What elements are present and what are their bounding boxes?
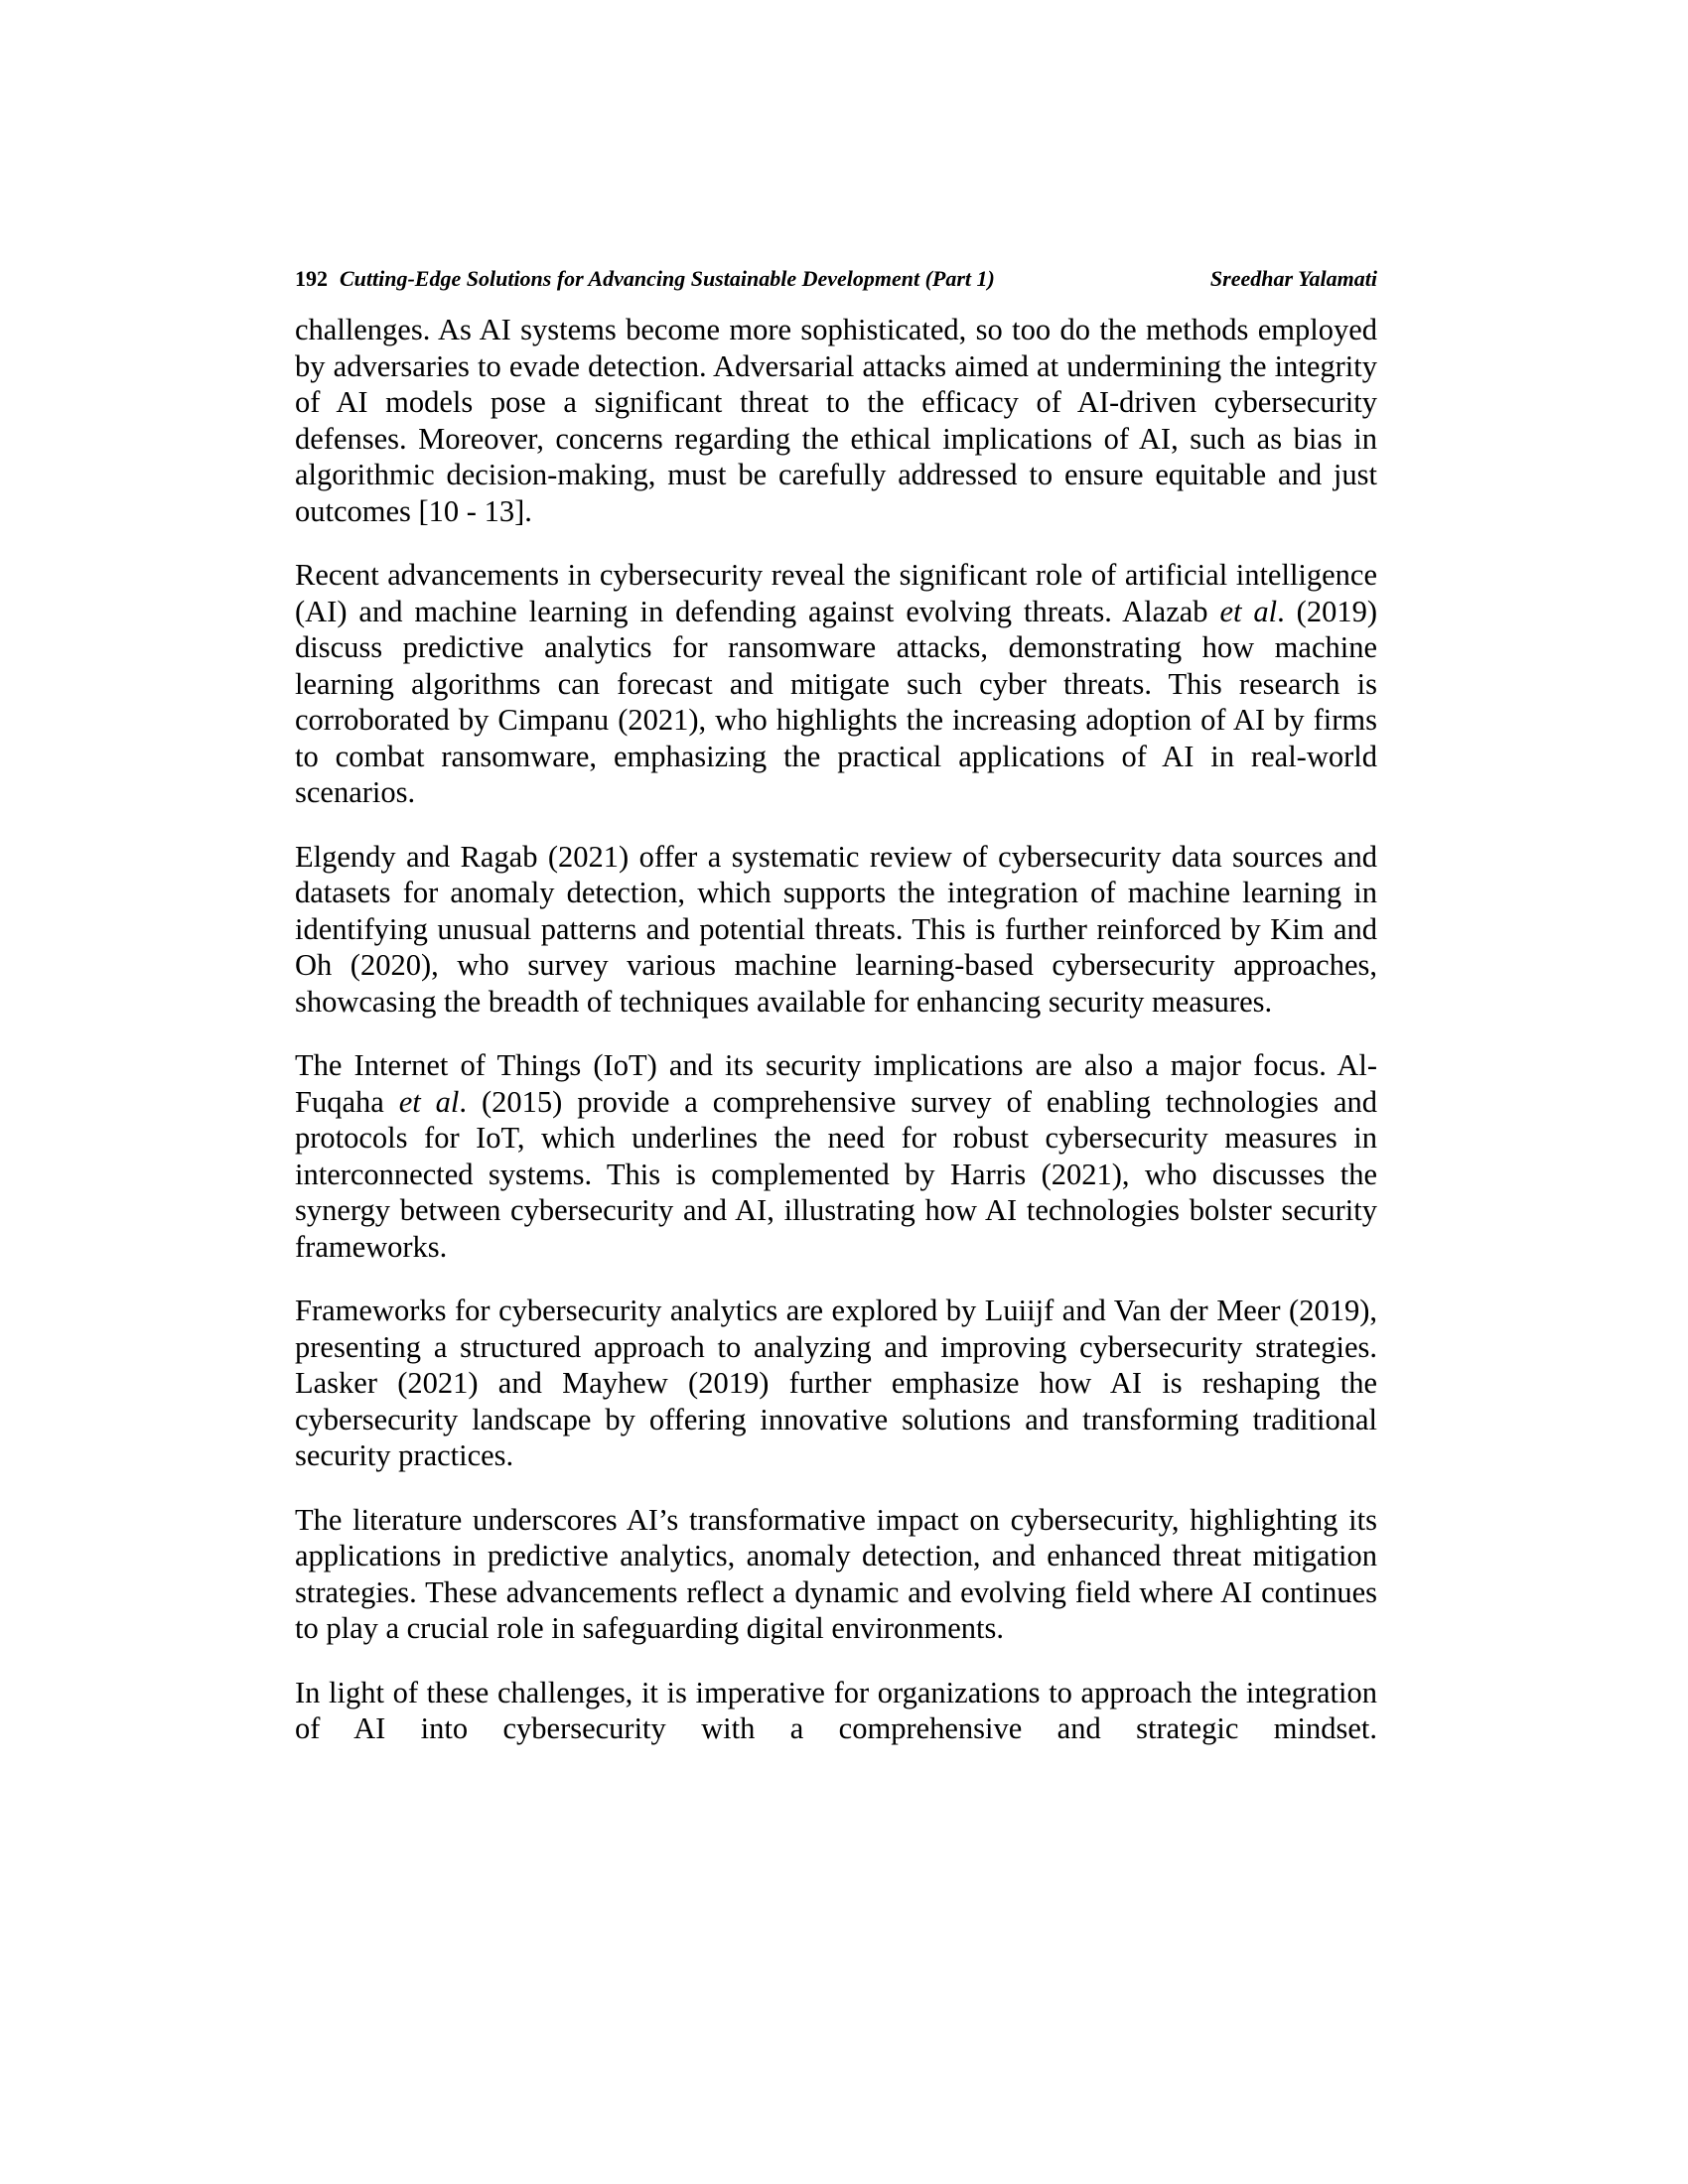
paragraph-text: . (2019) discuss predictive analytics for ransomware attacks, demonstrating how machine learning algorithms can forecast and mitigate such cyber threats. This research is corroborated by Cimpanu (2021), who highlights the increasing adoption of AI by firms to combat ransomware, emphasizing the practical applications of AI in real-world scenarios. xyxy=(295,594,1377,809)
book-title: Cutting-Edge Solutions for Advancing Sustainable Development (Part 1) xyxy=(340,266,995,291)
running-header xyxy=(295,264,1377,304)
paragraph-text: . (2015) provide a comprehensive survey of enabling technologies and protocols for IoT, which underlines the need for robust cybersecurity measures in interconnected systems. This is complemented by Harris (2021), who discusses the synergy between cybersecurity and AI, illustrating how AI technologies bolster security frameworks. xyxy=(295,1084,1377,1264)
paragraph-1: challenges. As AI systems become more sophisticated, so too do the methods employed by adversaries to evade detection. Adversarial attacks aimed at undermining the integrity of AI models pose a significant threat to the efficacy of AI-driven cybersecurity defenses. Moreover, concerns regarding the ethical implications of AI, such as bias in algorithmic decision-making, must be carefully addressed to ensure equitable and just outcomes [10 - 13]. xyxy=(295,313,1377,528)
paragraph-5: Frameworks for cybersecurity analytics are explored by Luiijf and Van der Meer (2019), presenting a structured approach to analyzing and improving cybersecurity strategies. Lasker (2021) and Mayhew (2019) further emphasize how AI is reshaping the cybersecurity landscape by offering innovative solutions and transforming traditional security practices. xyxy=(295,1294,1377,1472)
book-page xyxy=(295,264,1377,1747)
paragraph-4 xyxy=(295,1047,1377,1265)
author-name: Sreedhar Yalamati xyxy=(1209,266,1377,291)
paragraph-3: Elgendy and Ragab (2021) offer a systematic review of cybersecurity data sources and datasets for anomaly detection, which supports the integration of machine learning in identifying unusual patterns and potential threats. This is further reinforced by Kim and Oh (2020), who survey various machine learning-based cybersecurity approaches, showcasing the breadth of techniques available for enhancing security measures. xyxy=(295,839,1377,1019)
header-left xyxy=(295,264,995,294)
paragraph-2 xyxy=(295,557,1377,811)
paragraph-text: The Internet of Things (IoT) and its security implications are also a major focus. Al-Fuqaha xyxy=(295,1048,1377,1119)
paragraph-text: Recent advancements in cybersecurity reveal the significant role of artificial intelligence (AI) and machine learning in defending against evolving threats. Alazab xyxy=(295,558,1377,628)
citation-et-al: et al xyxy=(398,1084,460,1119)
paragraph-7: In light of these challenges, it is imperative for organizations to approach the integration of AI into cybersecurity with a comprehensive and strategic mindset. xyxy=(295,1675,1377,1745)
citation-et-al: et al xyxy=(1219,594,1278,628)
paragraph-6: The literature underscores AI’s transformative impact on cybersecurity, highlighting its applications in predictive analytics, anomaly detection, and enhanced threat mitigation strategies. These advancements reflect a dynamic and evolving field where AI continues to play a crucial role in safeguarding digital environments. xyxy=(295,1502,1377,1645)
page-number: 192 xyxy=(295,266,328,291)
body-text xyxy=(295,312,1377,1747)
